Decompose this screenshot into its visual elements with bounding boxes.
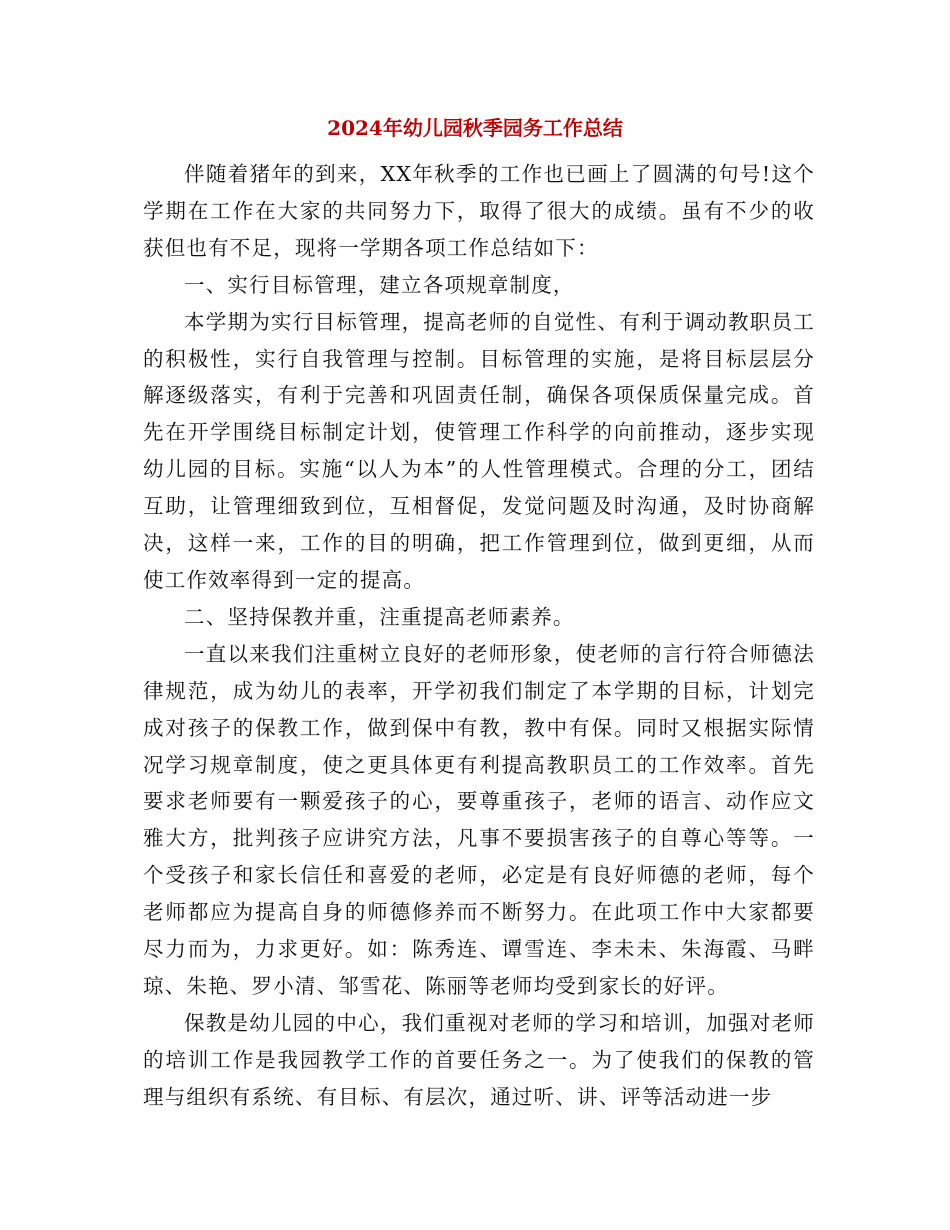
paragraph-target-management: 本学期为实行目标管理，提高老师的自觉性、有利于调动教职员工的积极性，实行自我管理与控制。目标管理的实施，是将目标层层分解逐级落实，有利于完善和巩固责任制，确保各项保质保量完成。首先在开学围绕目标制定计划，使管理工作科学的向前推动，逐步实现幼儿园的目标。实施“以人为本”的人性管理模式。合理的分工，团结互助，让管理细致到位，互相督促，发觉问题及时沟通，及时协商解决，这样一来，工作的目的明确，把工作管理到位，做到更细，从而使工作效率得到一定的提高。: [143, 309, 815, 592]
paragraph-teacher-image: 一直以来我们注重树立良好的老师形象，使老师的言行符合师德法律规范，成为幼儿的表率，开学初我们制定了本学期的目标，计划完成对孩子的保教工作，做到保中有教，教中有保。同时又根据实际情况学习规章制度，使之更具体更有利提高教职员工的工作效率。首先要求老师要有一颗爱孩子的心，要尊重孩子，老师的语言、动作应文雅大方，批判孩子应讲究方法，凡事不要损害孩子的自尊心等等。一个受孩子和家长信任和喜爱的老师，必定是有良好师德的老师，每个老师都应为提高自身的师德修养而不断努力。在此项工作中大家都要尽力而为，力求更好。如：陈秀连、谭雪连、李未未、朱海霞、马畔琼、朱艳、罗小清、邹雪花、陈丽等老师均受到家长的好评。: [143, 641, 815, 998]
section-heading-2: 二、坚持保教并重，注重提高老师素养。: [184, 604, 575, 629]
paragraph-teacher-training: 保教是幼儿园的中心，我们重视对老师的学习和培训，加强对老师的培训工作是我园教学工作的首要任务之一。为了使我们的保教的管理与组织有系统、有目标、有层次，通过听、讲、评等活动进一步: [143, 1010, 815, 1109]
document-title: 2024年幼儿园秋季园务工作总结: [327, 116, 623, 140]
document-body: [143, 156, 815, 1116]
paragraph-intro: 伴随着猪年的到来，XX年秋季的工作也已画上了圆满的句号!这个学期在工作在大家的共同努力下，取得了很大的成绩。虽有不少的收获但也有不足，现将一学期各项工作总结如下：: [143, 162, 815, 260]
section-heading-1: 一、实行目标管理，建立各项规章制度，: [184, 272, 575, 297]
